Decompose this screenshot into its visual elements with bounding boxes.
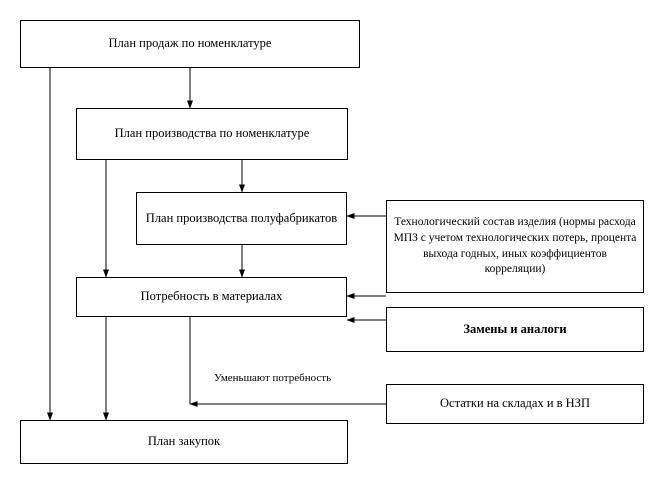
node-materials-need	[76, 277, 347, 317]
node-purchase-plan	[20, 420, 348, 464]
node-replacements-label: Замены и аналоги	[463, 321, 567, 336]
node-stock-wip	[386, 384, 644, 424]
node-semifinished-plan-label: План производства полуфабрикатов	[145, 210, 338, 225]
node-tech-composition	[386, 200, 644, 293]
node-sales-plan	[20, 20, 360, 68]
node-semifinished-plan	[136, 192, 347, 245]
node-stock-wip-label: Остатки на складах и в НЗП	[440, 396, 590, 411]
node-replacements	[386, 307, 644, 352]
node-sales-plan-label: План продаж по номенклатуре	[108, 36, 272, 51]
edge-label-reduce-need: Уменьшают потребность	[214, 372, 332, 384]
node-production-plan	[76, 108, 348, 160]
node-production-plan-label: План производства по номенклатуре	[114, 126, 310, 141]
node-materials-need-label: Потребность в материалах	[140, 289, 283, 304]
node-purchase-plan-label: План закупок	[147, 434, 221, 449]
node-tech-composition-label: Технологический состав изделия (нормы расхода МПЗ с учетом технологических потерь, процента выхода годных, иных коэффициентов корреляции)	[393, 216, 637, 276]
